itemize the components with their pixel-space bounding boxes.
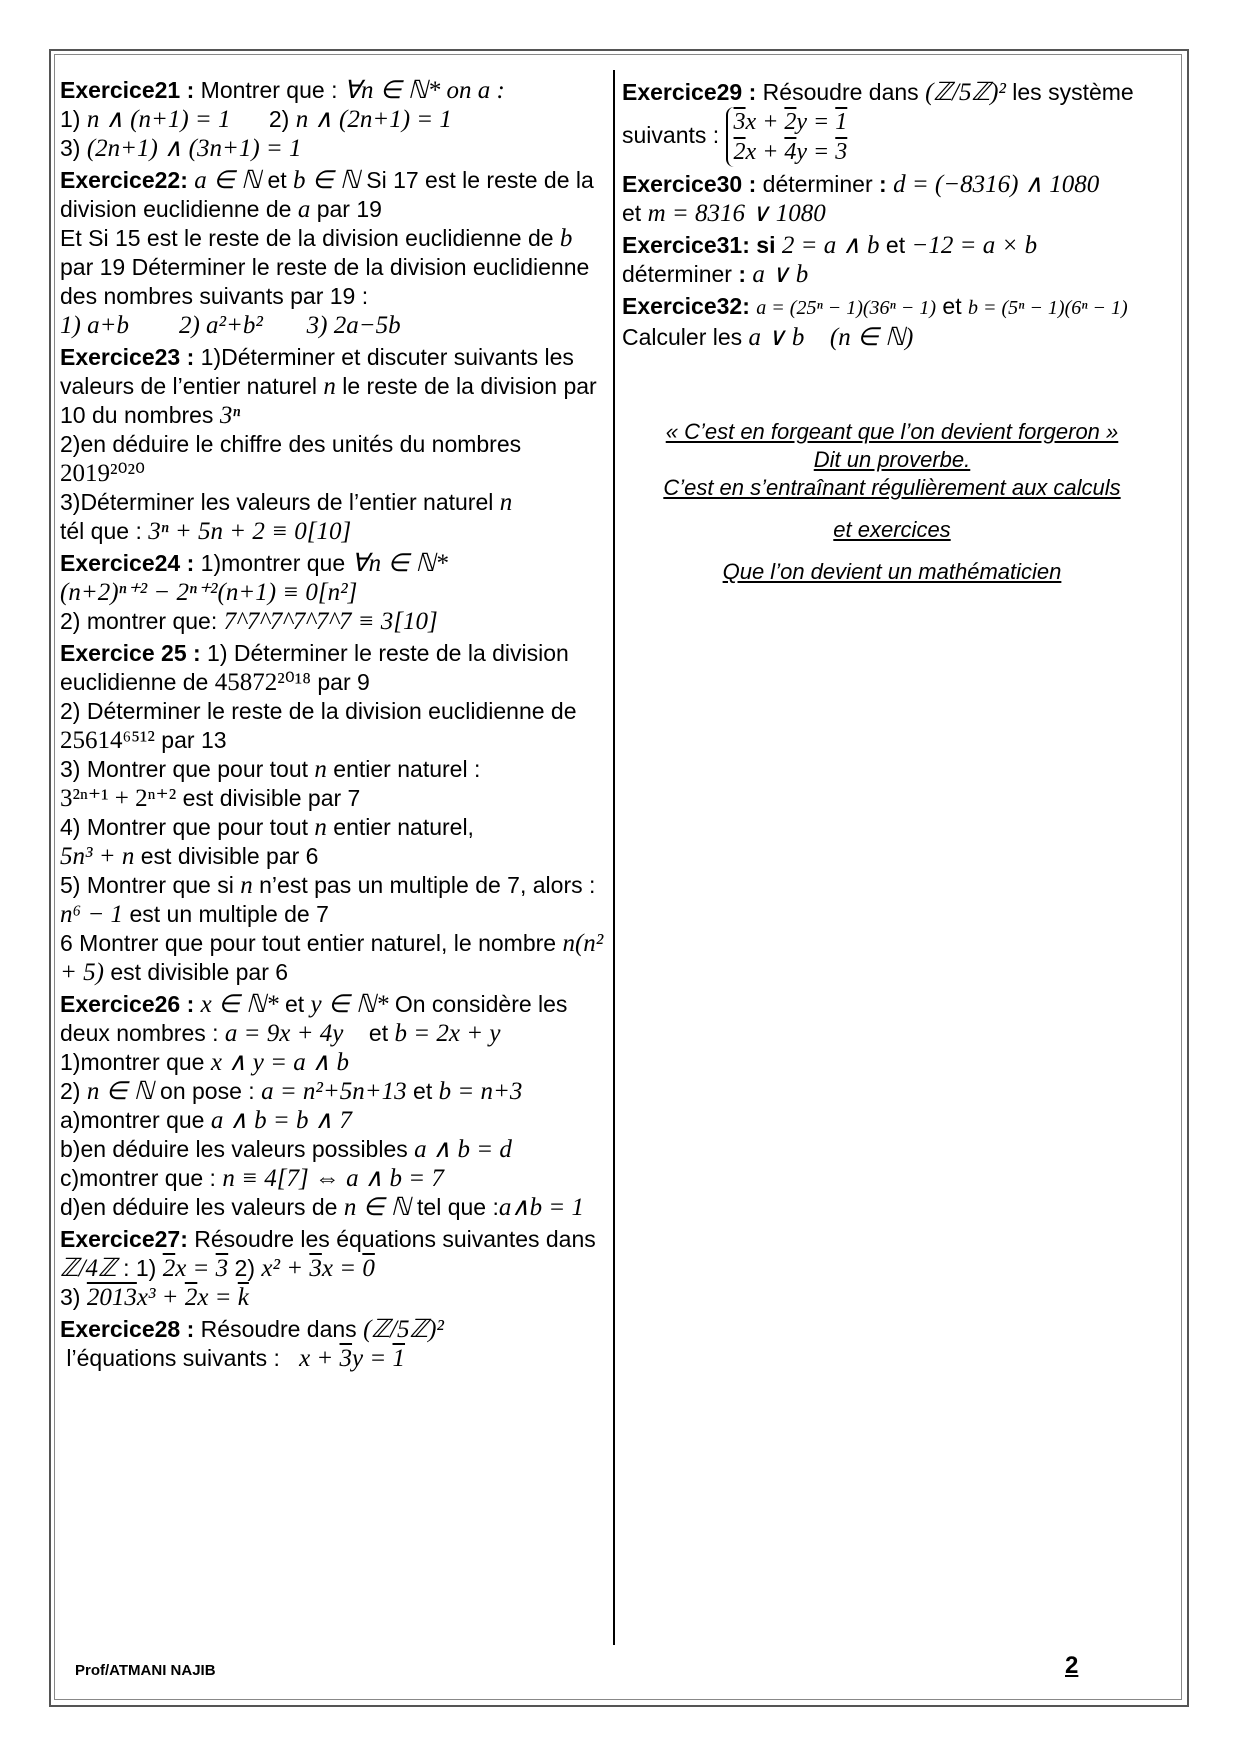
proverb-line-1: « C’est en forgeant que l’on devient forgeron » [665, 419, 1119, 444]
right-column [622, 78, 1162, 586]
exercise-22: Exercice22: a ∈ ℕ et b ∈ ℕ Si 17 est le reste de la division euclidienne de a par 19 Et Si 15 est le reste de la division euclidienne de b par 19 Déterminer le reste de la division euclidienne des nombres suivants par 19 : 1) a+b 2) a²+b² 3) 2a−5b [60, 167, 594, 339]
exercise-25: Exercice 25 : 1) Déterminer le reste de la division euclidienne de 45872²⁰¹⁸ par 9 2) Déterminer le reste de la division euclidienne de 25614⁶⁵¹² par 13 3) Montrer que pour tout n entier naturel : 3²ⁿ⁺¹ + 2ⁿ⁺² est divisible par 7 4) Montrer que pour tout n entier naturel, 5n³ + n est divisible par 6 5) Montrer que si n n’est pas un multiple de 7, alors : n⁶ − 1 est un multiple de 7 6 Montrer que pour tout entier naturel, le nombre n(n² + 5) est divisible par 6 [60, 640, 604, 986]
proverb-block [622, 418, 1162, 586]
exercise-23: Exercice23 : 1)Déterminer et discuter suivants les valeurs de l’entier naturel n le reste de la division par 10 du nombres 3ⁿ 2)en déduire le chiffre des unités du nombres 2019²⁰²⁰ 3)Déterminer les valeurs de l’entier naturel n tél que : 3ⁿ + 5n + 2 ≡ 0[10] [60, 344, 597, 545]
exercise-31: Exercice31: si 2 = a ∧ b et −12 = a × b déterminer : a ∨ b [622, 232, 1038, 288]
column-divider [613, 70, 615, 1645]
proverb-line-2: Dit un proverbe. [813, 447, 971, 472]
exercise-26: Exercice26 : x ∈ ℕ* et y ∈ ℕ* On considère les deux nombres : a = 9x + 4y et b = 2x + y 1)montrer que x ∧ y = a ∧ b 2) n ∈ ℕ on pose : a = n²+5n+13 et b = n+3 a)montrer que a ∧ b = b ∧ 7 b)en déduire les valeurs possibles a ∧ b = d c)montrer que : n ≡ 4[7] ⇔ a ∧ b = 7 d)en déduire les valeurs de n ∈ ℕ tel que :a∧b = 1 [60, 991, 585, 1221]
author-footer: Prof/ATMANI NAJIB [75, 1662, 216, 1679]
page-number: 2 [1065, 1652, 1079, 1679]
exercise-21: Exercice21 : Montrer que : ∀n ∈ ℕ* on a : 1) n ∧ (n+1) = 1 2) n ∧ (2n+1) = 1 3) (2n+1) ∧ (3n+1) = 1 [60, 77, 505, 162]
exercise-32: Exercice32: a = (25ⁿ − 1)(36ⁿ − 1) et b = (5ⁿ − 1)(6ⁿ − 1) Calculer les a ∨ b (n ∈ ℕ) [622, 293, 1128, 351]
exercise-28: Exercice28 : Résoudre dans (ℤ/5ℤ)² l’équations suivants : x + 3y = 1 [60, 1316, 444, 1372]
proverb-line-5: Que l’on devient un mathématicien [722, 559, 1062, 584]
exercise-27: Exercice27: Résoudre les équations suivantes dans ℤ/4ℤ : 1) 2x = 3 2) x² + 3x = 0 3) $2013x^3 + 2x = \overline{k}$ [60, 1226, 596, 1311]
proverb-line-3: C’est en s’entraînant régulièrement aux calculs [663, 475, 1121, 500]
system-of-equations: 3x + 2y = 1 2x + 4y = 3 [726, 107, 848, 167]
left-column [60, 76, 608, 1373]
exercise-29: Exercice29 : Résoudre dans (ℤ/5ℤ)² les système suivants : 3x + 2y = 1 2x + 4y = 3 [622, 79, 1134, 165]
exercise-30: Exercice30 : déterminer : d = (−8316) ∧ 1080 et m = 8316 ∨ 1080 [622, 171, 1100, 227]
exercise-24: Exercice24 : 1)montrer que ∀n ∈ ℕ* (n+2)ⁿ⁺² − 2ⁿ⁺²(n+1) ≡ 0[n²] 2) montrer que: 7^7^7^7^7^7 ≡ 3[10] [60, 550, 448, 635]
proverb-line-4: et exercices [833, 517, 951, 542]
